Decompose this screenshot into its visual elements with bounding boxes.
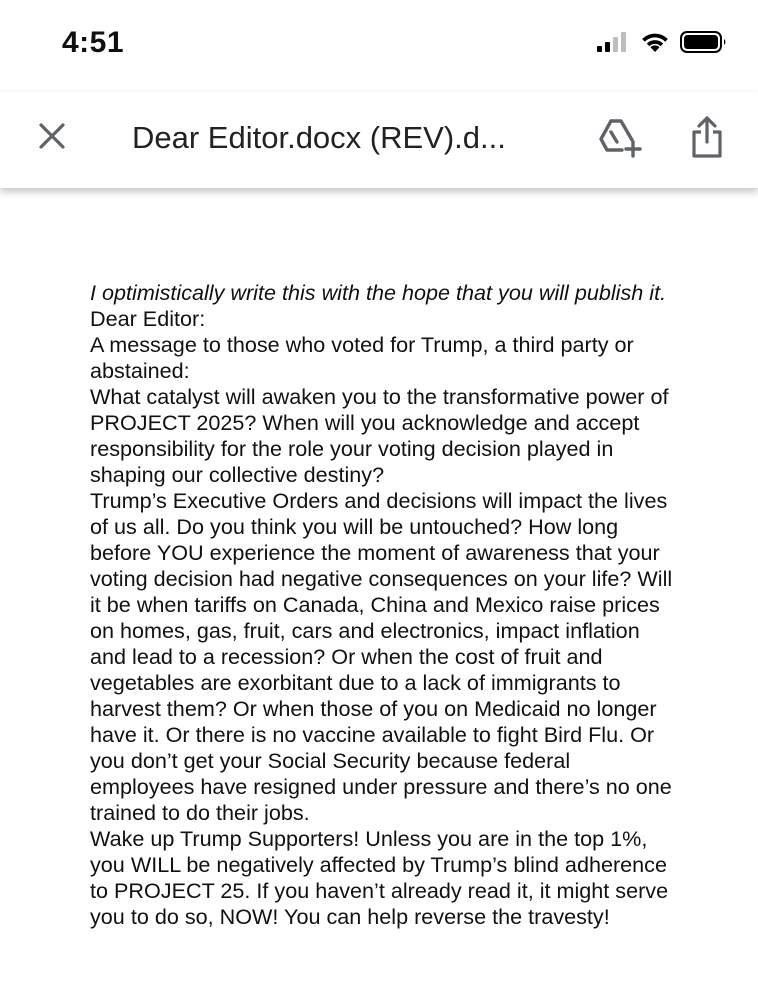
status-icons [596,30,728,59]
paragraph: Trump’s Executive Orders and decisions will impact the lives of us all. Do you think you will be untouched? How long before YOU experience the moment of awareness that your voting decision had negative consequences on your life? Will it be when tariffs on Canada, China and Mexico raise prices on homes, gas, fruit, cars and electronics, impact inflation and lead to a recession? Or when the cost of fruit and vegetables are exorbitant due to a lack of immigrants to harvest them? Or when those of you on Medicaid no longer have it. Or there is no vaccine available to fight Bird Flu. Or you don’t get your Social Security because federal employees have resigned under pressure and there’s no one trained to do their jobs. [90,488,673,825]
document-toolbar [0,92,758,188]
add-to-drive-button[interactable] [596,116,644,164]
document-body [90,280,680,930]
cellular-signal-icon [596,31,630,58]
paragraph: What catalyst will awaken you to the transformative power of PROJECT 2025? When will you acknowledge and accept responsibility for the role your voting decision played in shaping our collective destiny? [90,384,669,487]
close-button[interactable] [30,116,74,160]
close-icon [37,121,67,156]
intro-line: I optimistically write this with the hope that you will publish it. [90,280,667,305]
paragraph: A message to those who voted for Trump, a third party or abstained: [90,332,634,383]
add-to-drive-icon [598,118,642,163]
paragraph: Wake up Trump Supporters! Unless you are in the top 1%, you WILL be negatively affected by Trump’s blind adherence to PROJECT 25. If you haven’t already read it, it might serve you to do so, NOW! You can help reverse the travesty! [90,826,669,929]
wifi-icon [640,31,670,58]
share-button[interactable] [684,114,730,164]
status-bar [0,0,758,92]
battery-icon [680,30,728,59]
document-page[interactable] [0,188,758,1000]
document-title: Dear Editor.docx (REV).d... [132,120,506,155]
greeting: Dear Editor: [90,306,206,331]
status-time: 4:51 [62,26,125,59]
share-icon [690,115,724,164]
